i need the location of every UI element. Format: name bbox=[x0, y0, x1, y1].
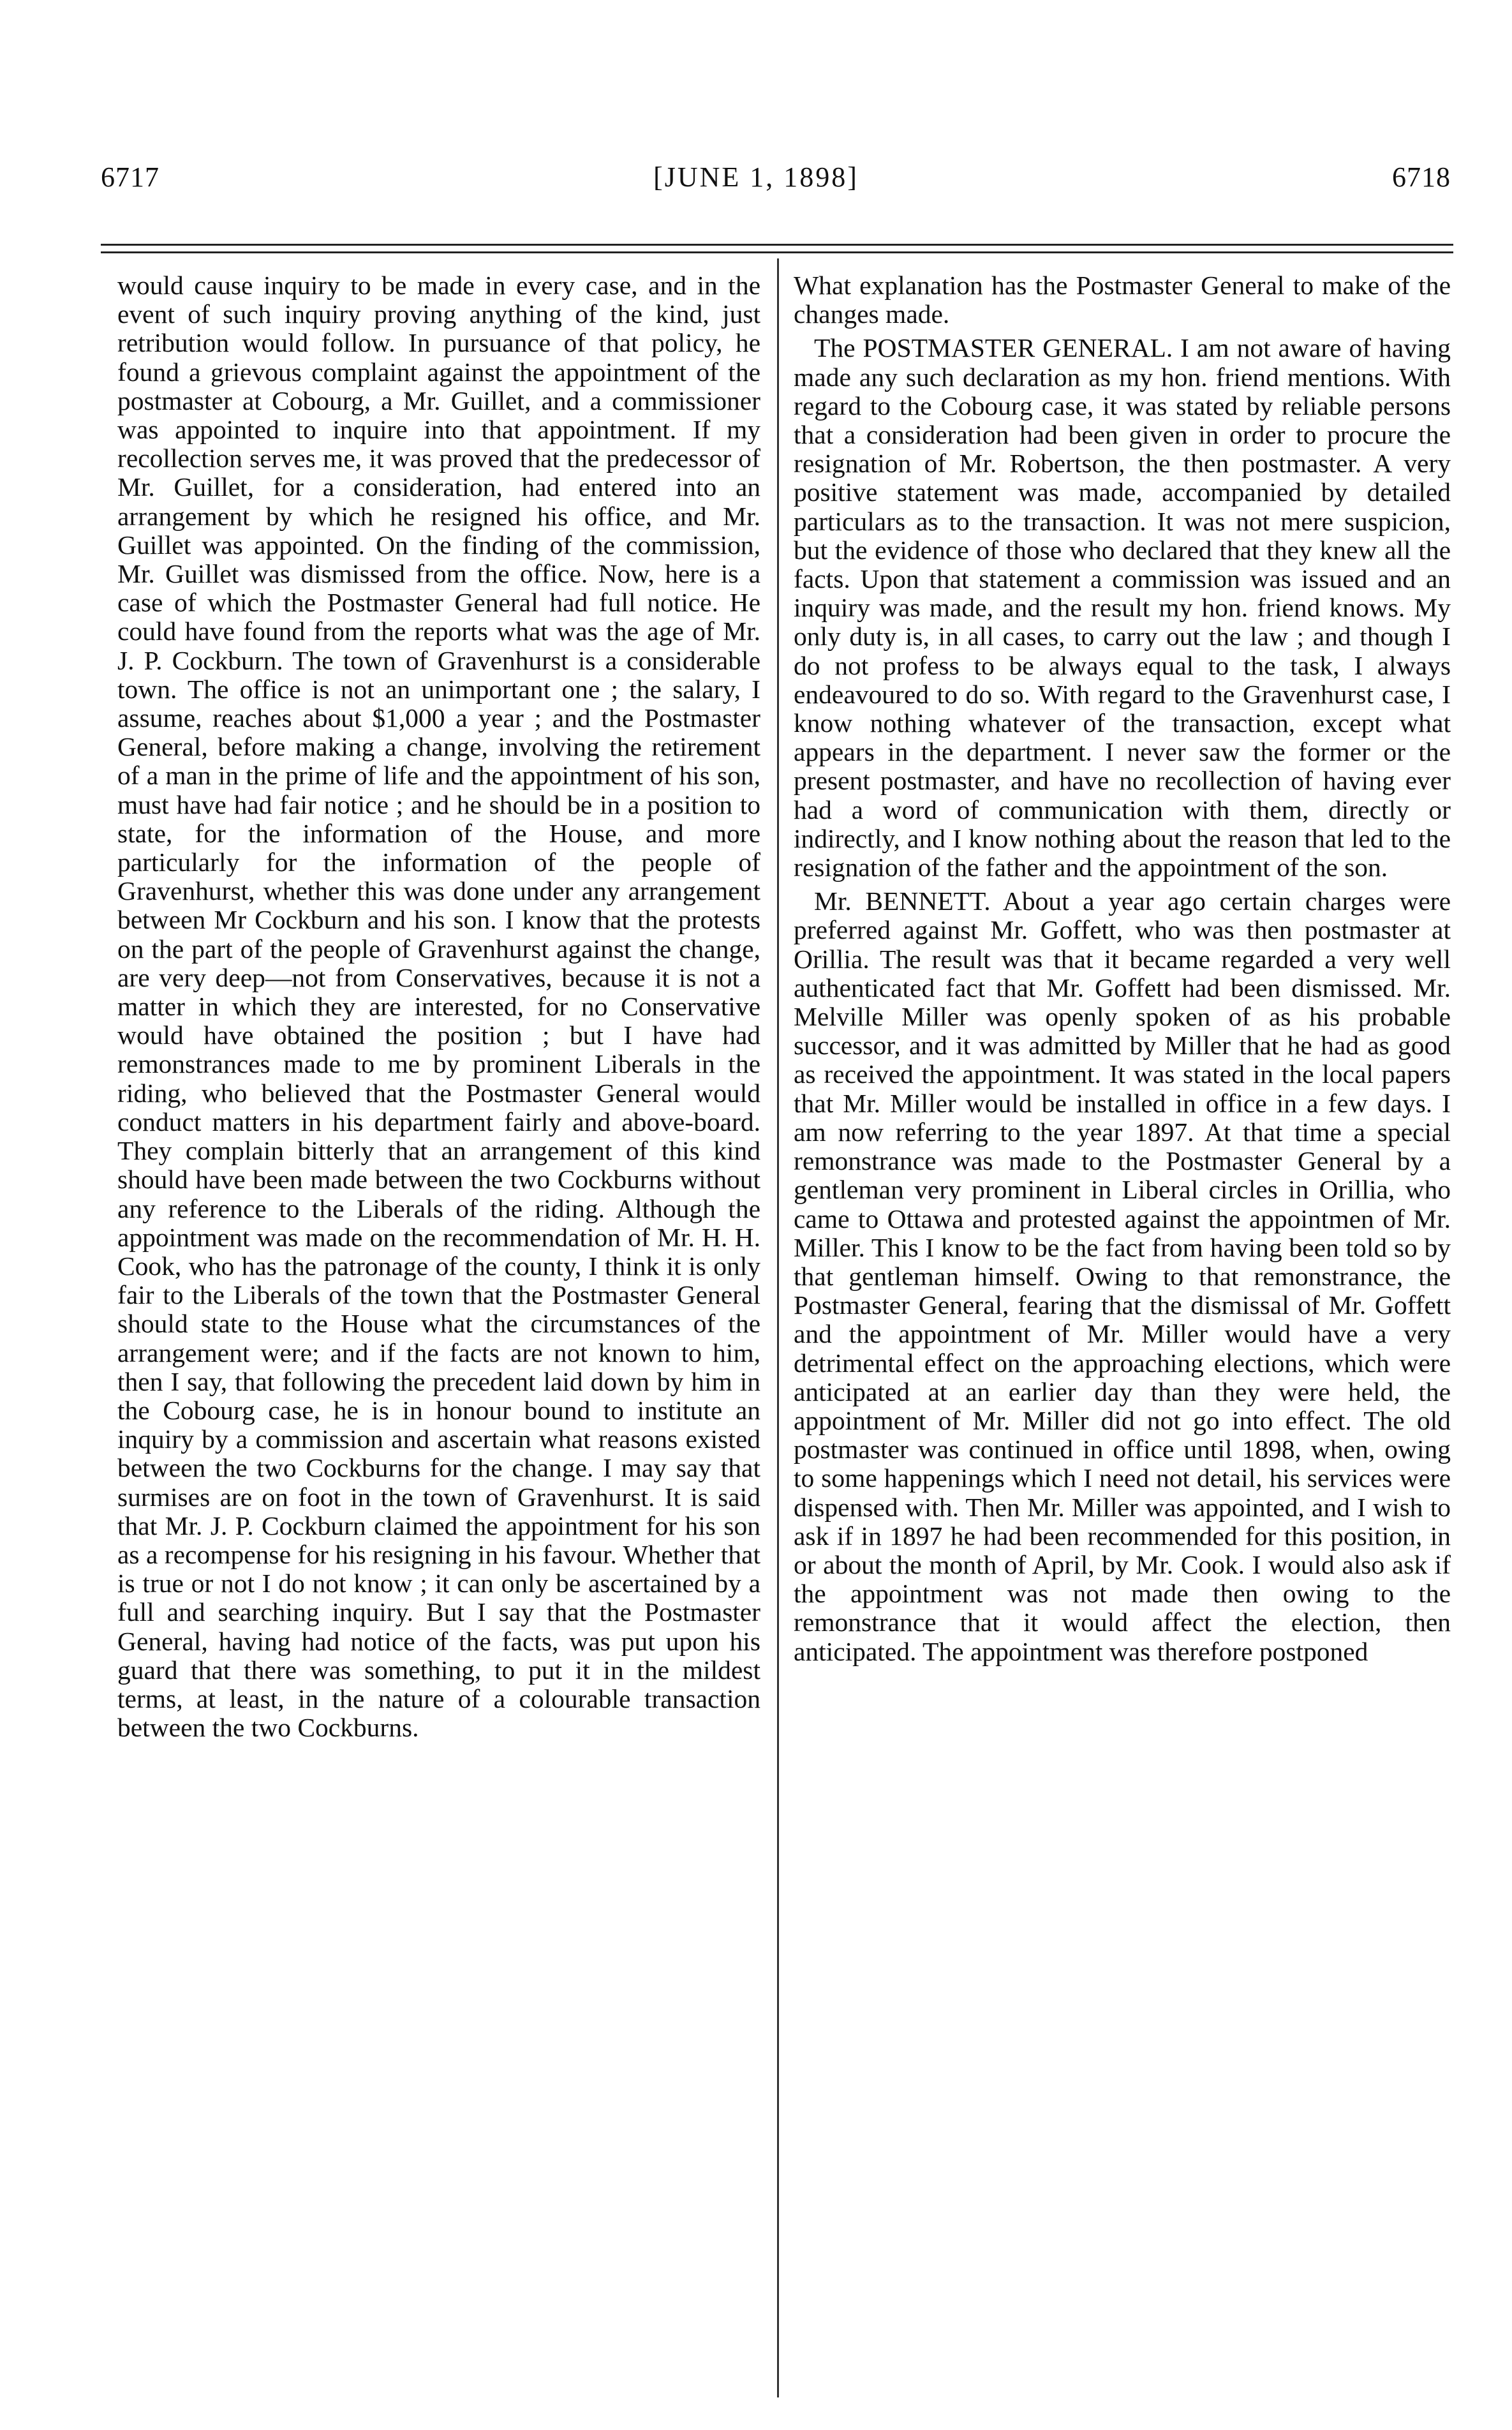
right-paragraph-1: What explanation has the Postmaster General to make of the changes made. bbox=[794, 271, 1451, 329]
right-paragraph-2: The POSTMASTER GENERAL. I am not aware of having made any such declaration as my hon. friend mentions. With regard to the Cobourg case, it was stated by reliable persons that a consideration had been given in order to procure the resignation of Mr. Robertson, the then postmaster. A very positive statement was made, accompanied by detailed particulars as to the transaction. It was not mere suspicion, but the evidence of those who declared that they knew all the facts. Upon that statement a commission was issued and an inquiry was made, and the result my hon. friend knows. My only duty is, in all cases, to carry out the law ; and though I do not profess to be always equal to the task, I always endeavoured to do so. With regard to the Gravenhurst case, I know nothing whatever of the transaction, except what appears in the department. I never saw the former or the present postmaster, and have no recollection of having ever had a word of communication with them, directly or indirectly, and I know nothing about the reason that led to the resignation of the father and the appointment of the son. bbox=[794, 333, 1451, 883]
right-column bbox=[794, 271, 1451, 1671]
header-rule-bottom bbox=[101, 251, 1453, 253]
header-rule-top bbox=[101, 244, 1453, 246]
page-number-right: 6718 bbox=[1392, 161, 1451, 193]
left-paragraph-1: would cause inquiry to be made in every case, and in the event of such inquiry proving anything of the kind, just retribution would follow. In pursuance of that policy, he found a grievous complaint against the appointment of the postmaster at Cobourg, a Mr. Guillet, and a commissioner was appointed to inquire into that appointment. If my recollection serves me, it was proved that the predecessor of Mr. Guillet, for a consideration, had entered into an arrangement by which he resigned his office, and Mr. Guillet was appointed. On the finding of the commission, Mr. Guillet was dismissed from the office. Now, here is a case of which the Postmaster General had full notice. He could have found from the reports what was the age of Mr. J. P. Cockburn. The town of Gravenhurst is a considerable town. The office is not an unimportant one ; the salary, I assume, reaches about $1,000 a year ; and the Postmaster General, before making a change, involving the retirement of a man in the prime of life and the appointment of his son, must have had fair notice ; and he should be in a position to state, for the information of the House, and more particularly for the information of the people of Gravenhurst, whether this was done under any arrangement between Mr Cockburn and his son. I know that the protests on the part of the people of Gravenhurst against the change, are very deep—not from Conservatives, because it is not a matter in which they are interested, for no Conservative would have obtained the position ; but I have had remonstrances made to me by prominent Liberals in the riding, who believed that the Postmaster General would conduct matters in his department fairly and above-board. They complain bitterly that an arrangement of this kind should have been made between the two Cockburns without any reference to the Liberals of the riding. Although the appointment was made on the recommendation of Mr. H. H. Cook, who has the patronage of the county, I think it is only fair to the Liberals of the town that the Postmaster General should state to the House what the circumstances of the arrangement were; and if the facts are not known to him, then I say, that following the precedent laid down by him in the Cobourg case, he is in honour bound to institute an inquiry by a commission and ascertain what reasons existed between the two Cockburns for the change. I may say that surmises are on foot in the town of Gravenhurst. It is said that Mr. J. P. Cockburn claimed the appointment for his son as a recompense for his resigning in his favour. Whether that is true or not I do not know ; it can only be ascertained by a full and searching inquiry. But I say that the Postmaster General, having had notice of the facts, was put upon his guard that there was something, to put it in the mildest terms, at least, in the nature of a colourable transaction between the two Cockburns. bbox=[117, 271, 760, 1743]
left-column bbox=[117, 271, 760, 1747]
column-divider bbox=[777, 258, 779, 2397]
right-paragraph-3: Mr. BENNETT. About a year ago certain charges were preferred against Mr. Goffett, who was then postmaster at Orillia. The result was that it became regarded a very well authenticated fact that Mr. Goffett had been dismissed. Mr. Melville Miller was openly spoken of as his probable successor, and it was admitted by Miller that he had as good as received the appointment. It was stated in the local papers that Mr. Miller would be installed in office in a few days. I am now referring to the year 1897. At that time a special remonstrance was made to the Postmaster General by a gentleman very prominent in Liberal circles in Orillia, who came to Ottawa and protested against the appointmen of Mr. Miller. This I know to be the fact from having been told so by that gentleman himself. Owing to that remonstrance, the Postmaster General, fearing that the dismissal of Mr. Goffett and the appointment of Mr. Miller would have a very detrimental effect on the approaching elections, which were anticipated at an earlier day than they were held, the appointment of Mr. Miller did not go into effect. The old postmaster was continued in office until 1898, when, owing to some happenings which I need not detail, his services were dispensed with. Then Mr. Miller was appointed, and I wish to ask if in 1897 he had been recommended for this position, in or about the month of April, by Mr. Cook. I would also ask if the appointment was not made then owing to the remonstrance that it would affect the election, then anticipated. The appointment was therefore postponed bbox=[794, 886, 1451, 1666]
page-date: [JUNE 1, 1898] bbox=[653, 161, 859, 193]
page-header bbox=[0, 161, 1512, 205]
page-number-left: 6717 bbox=[101, 161, 159, 193]
